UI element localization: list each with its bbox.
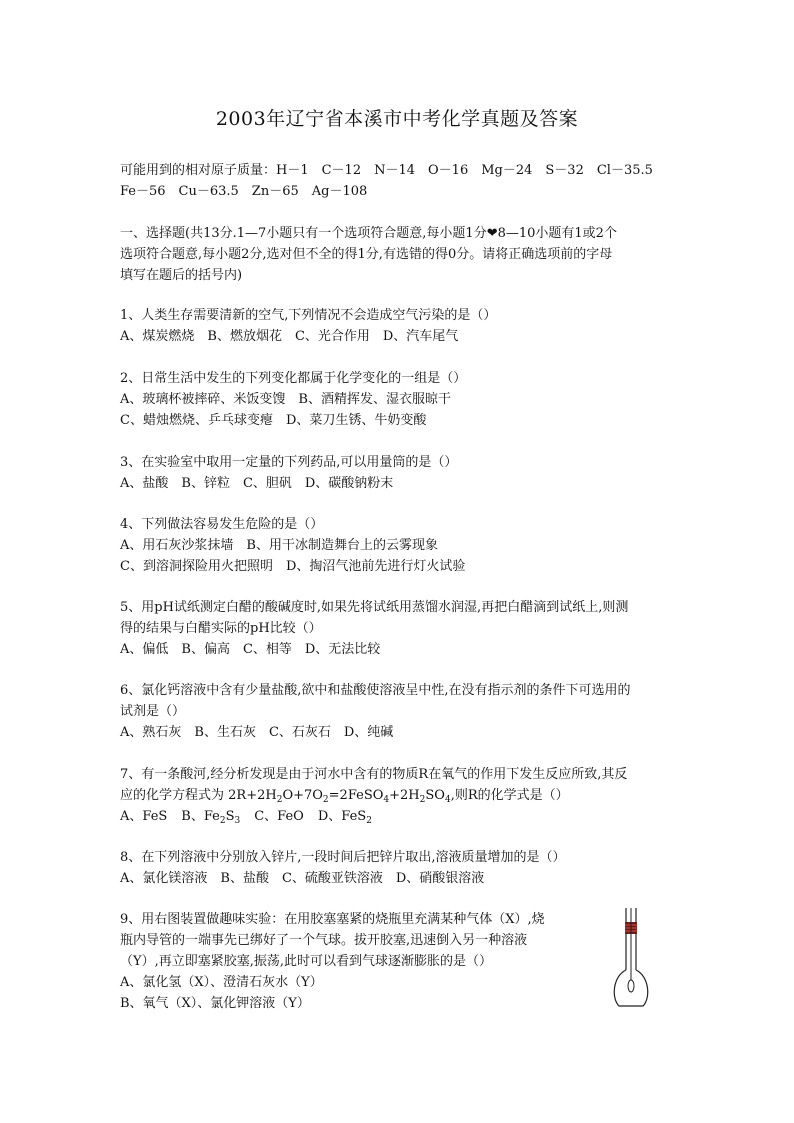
question-options xyxy=(120,806,680,827)
question-options: C、蜡烛燃烧、乒乓球变瘪 D、菜刀生锈、牛奶变酸 xyxy=(120,413,427,428)
subscript: 2 xyxy=(276,795,283,805)
option-text: B、Fe xyxy=(181,809,220,824)
question-options: A、用石灰沙浆抹墙 B、用干冰制造舞台上的云雾现象 xyxy=(120,538,438,553)
question-options: C、到溶洞探险用火把照明 D、掏沼气池前先进行灯火试验 xyxy=(120,559,466,574)
subscript: 4 xyxy=(383,795,390,805)
question-4 xyxy=(120,514,680,577)
question-6 xyxy=(120,680,680,743)
question-5 xyxy=(120,597,680,660)
question-options: B、氧气（X）、氯化钾溶液（Y） xyxy=(120,996,310,1011)
question-stem: 试剂是（） xyxy=(120,704,186,719)
question-stem: 6、氯化钙溶液中含有少量盐酸,欲中和盐酸使溶液呈中性,在没有指示剂的条件下可选用的 xyxy=(120,683,631,698)
equation-text: 应的化学方程式为 2R+2H xyxy=(120,788,277,803)
section-instructions xyxy=(120,223,680,286)
option-b xyxy=(181,809,240,824)
question-7 xyxy=(120,764,680,827)
option-text: D、FeS xyxy=(317,809,367,824)
question-9 xyxy=(120,909,680,1014)
equation-text: ,则R的化学式是（） xyxy=(450,788,569,803)
question-options: A、煤炭燃烧 B、燃放烟花 C、光合作用 D、汽车尾气 xyxy=(120,329,459,344)
question-options: A、玻璃杯被摔碎、米饭变馊 B、酒精挥发、湿衣服晾干 xyxy=(120,392,451,407)
equation-text: O+7O xyxy=(282,788,323,803)
option-c: C、FeO xyxy=(254,809,304,824)
subscript: 2 xyxy=(366,816,372,826)
question-stem: 8、在下列溶液中分别放入锌片,一段时间后把锌片取出,溶液质量增加的是（） xyxy=(120,850,566,865)
page-title: 2003年辽宁省本溪市中考化学真题及答案 xyxy=(215,108,579,130)
atomic-mass-line: Fe－56 Cu－63.5 Zn－65 Ag－108 xyxy=(120,184,368,199)
question-options: A、氯化镁溶液 B、盐酸 C、硫酸亚铁溶液 D、硝酸银溶液 xyxy=(120,871,485,886)
equation-text: SO xyxy=(425,788,445,803)
subscript: 2 xyxy=(322,795,329,805)
question-options: A、氯化氢（X）、澄清石灰水（Y） xyxy=(120,975,323,990)
atomic-mass-line: 可能用到的相对原子质量：H－1 C－12 N－14 O－16 Mg－24 S－32 Cl－35.5 xyxy=(120,163,653,178)
question-stem: 5、用pH试纸测定白醋的酸碱度时,如果先将试纸用蒸馏水润湿,再把白醋滴到试纸上,则测 xyxy=(120,600,629,615)
subscript: 2 xyxy=(219,816,226,826)
question-stem: 1、人类生存需要清新的空气,下列情况不会造成空气污染的是（） xyxy=(120,308,497,323)
option-d xyxy=(318,809,372,824)
option-a: A、FeS xyxy=(120,809,168,824)
question-stem: 7、有一条酸河,经分析发现是由于河水中含有的物质R在氧气的作用下发生反应所致,其反 xyxy=(120,767,628,782)
option-text: S xyxy=(225,809,235,824)
question-stem: 得的结果与白醋实际的pH比较（） xyxy=(120,621,322,636)
subscript: 3 xyxy=(234,816,241,826)
question-1 xyxy=(120,305,680,347)
subscript: 4 xyxy=(444,795,451,805)
question-stem: 2、日常生活中发生的下列变化都属于化学变化的一组是（） xyxy=(120,371,467,386)
question-8 xyxy=(120,847,680,889)
instruction-line: 填写在题后的括号内) xyxy=(120,268,243,283)
question-stem: 4、下列做法容易发生危险的是（） xyxy=(120,517,324,532)
equation-text: =2FeSO xyxy=(328,788,384,803)
question-3 xyxy=(120,452,680,494)
question-stem: 瓶内导管的一端事先已绑好了一个气球。拔开胶塞,迅速倒入另一种溶液 xyxy=(120,933,528,948)
subscript: 2 xyxy=(419,795,426,805)
question-options: A、偏低 B、偏高 C、相等 D、无法比较 xyxy=(120,642,381,657)
chemical-equation-line xyxy=(120,785,680,806)
balloon xyxy=(628,980,634,992)
question-options: A、盐酸 B、锌粒 C、胆矾 D、碳酸钠粉末 xyxy=(120,476,394,491)
question-stem: 9、用右图装置做趣味实验：在用胶塞塞紧的烧瓶里充满某种气体（X）,烧 xyxy=(120,912,545,927)
question-stem: （Y）,再立即塞紧胶塞,振荡,此时可以看到气球逐渐膨胀的是（） xyxy=(120,954,492,969)
question-stem: 3、在实验室中取用一定量的下列药品,可以用量筒的是（） xyxy=(120,455,458,470)
flask-balloon-diagram xyxy=(607,906,655,1010)
equation-text: +2H xyxy=(389,788,420,803)
instruction-line: 一、选择题(共13分.1—7小题只有一个选项符合题意,每小题1分❤8—10小题有1或2个 xyxy=(120,226,617,241)
atomic-mass-info xyxy=(120,160,680,202)
question-2 xyxy=(120,368,680,431)
question-options: A、熟石灰 B、生石灰 C、石灰石 D、纯碱 xyxy=(120,725,394,740)
instruction-line: 选项符合题意,每小题2分,选对但不全的得1分,有选错的得0分。请将正确选项前的字母 xyxy=(120,247,613,262)
